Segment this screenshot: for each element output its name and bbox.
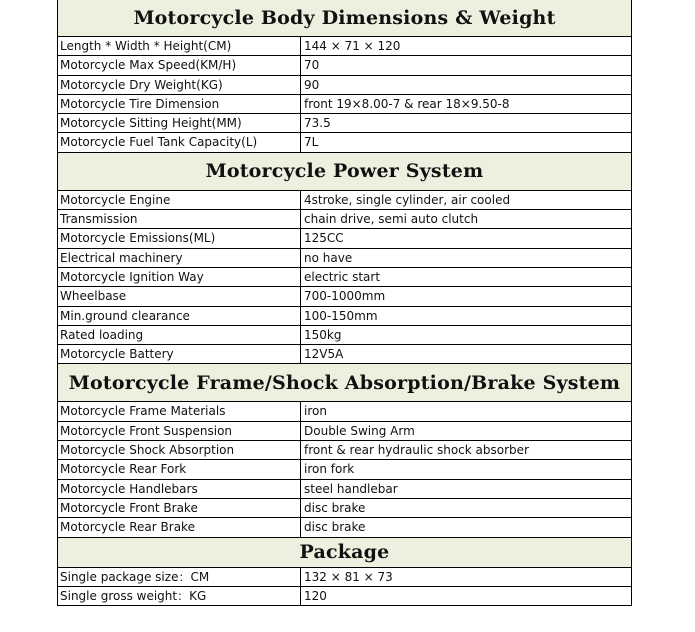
spec-value: 100-150mm — [304, 308, 378, 323]
spec-label: Motorcycle Rear Fork — [58, 460, 301, 478]
table-row — [58, 37, 631, 56]
table-row — [58, 249, 631, 268]
table-row — [58, 133, 631, 152]
table-row — [58, 480, 631, 499]
spec-value: 90 — [304, 77, 320, 92]
spec-value: iron fork — [304, 462, 355, 477]
section-title-power-system: Motorcycle Power System — [58, 153, 631, 191]
spec-value: 73.5 — [304, 116, 331, 131]
table-row — [58, 268, 631, 287]
spec-value: 7L — [304, 135, 319, 150]
table-row — [58, 56, 631, 75]
table-row — [58, 568, 631, 587]
table-row — [58, 191, 631, 210]
spec-value: Double Swing Arm — [304, 423, 415, 438]
section-title-body-dimensions: Motorcycle Body Dimensions & Weight — [58, 0, 631, 37]
spec-label: Motorcycle Handlebars — [58, 480, 301, 498]
section-title-frame-shock-brake: Motorcycle Frame/Shock Absorption/Brake System — [58, 364, 631, 402]
table-row — [58, 587, 631, 606]
spec-label: Wheelbase — [58, 287, 301, 305]
spec-label: Motorcycle Sitting Height(MM) — [58, 114, 301, 132]
table-row — [58, 210, 631, 229]
spec-label: Motorcycle Engine — [58, 191, 301, 209]
spec-label: Motorcycle Rear Brake — [58, 518, 301, 536]
spec-value: 144 × 71 × 120 — [304, 39, 401, 53]
spec-label: Rated loading — [58, 326, 301, 344]
spec-label: Motorcycle Battery — [58, 345, 301, 363]
spec-value: electric start — [304, 269, 381, 284]
spec-value: 120 — [304, 588, 327, 603]
table-row — [58, 345, 631, 364]
spec-value: chain drive, semi auto clutch — [304, 212, 479, 227]
table-row — [58, 287, 631, 306]
spec-label: Length * Width * Height(CM) — [58, 37, 301, 55]
spec-value: 125CC — [304, 231, 344, 246]
spec-label: Motorcycle Fuel Tank Capacity(L) — [58, 133, 301, 151]
spec-label: Motorcycle Shock Absorption — [58, 441, 301, 459]
spec-sheet — [57, 0, 632, 606]
spec-label: Motorcycle Dry Weight(KG) — [58, 76, 301, 94]
table-row — [58, 229, 631, 248]
spec-value: 70 — [304, 58, 320, 73]
table-row — [58, 422, 631, 441]
spec-label: Motorcycle Front Suspension — [58, 422, 301, 440]
spec-value: front 19×8.00-7 & rear 18×9.50-8 — [304, 96, 510, 111]
spec-value: 150kg — [304, 327, 342, 342]
spec-label: Motorcycle Frame Materials — [58, 402, 301, 420]
spec-label: Min.ground clearance — [58, 307, 301, 325]
spec-label: Motorcycle Tire Dimension — [58, 95, 301, 113]
spec-value: no have — [304, 250, 353, 265]
spec-label: Motorcycle Max Speed(KM/H) — [58, 56, 301, 74]
table-row — [58, 402, 631, 421]
table-row — [58, 518, 631, 537]
table-row — [58, 95, 631, 114]
spec-value: steel handlebar — [304, 481, 398, 496]
spec-value: 12V5A — [304, 347, 344, 362]
table-row — [58, 307, 631, 326]
spec-value: 132 × 81 × 73 — [304, 569, 393, 584]
table-row — [58, 460, 631, 479]
table-row — [58, 326, 631, 345]
table-row — [58, 499, 631, 518]
spec-label: Transmission — [58, 210, 301, 228]
table-row — [58, 441, 631, 460]
spec-value: disc brake — [304, 520, 366, 535]
section-title-package: Package — [58, 538, 631, 568]
spec-label: Motorcycle Ignition Way — [58, 268, 301, 286]
spec-value: iron — [304, 404, 327, 419]
spec-label: Single package size：CM — [58, 568, 301, 586]
spec-value: 4stroke, single cylinder, air cooled — [304, 192, 511, 207]
spec-value: 700-1000mm — [304, 289, 386, 304]
spec-value: disc brake — [304, 500, 366, 515]
table-row — [58, 114, 631, 133]
spec-label: Single gross weight：KG — [58, 587, 301, 605]
spec-label: Electrical machinery — [58, 249, 301, 267]
table-row — [58, 76, 631, 95]
spec-label: Motorcycle Front Brake — [58, 499, 301, 517]
spec-value: front & rear hydraulic shock absorber — [304, 443, 529, 458]
spec-label: Motorcycle Emissions(ML) — [58, 229, 301, 247]
